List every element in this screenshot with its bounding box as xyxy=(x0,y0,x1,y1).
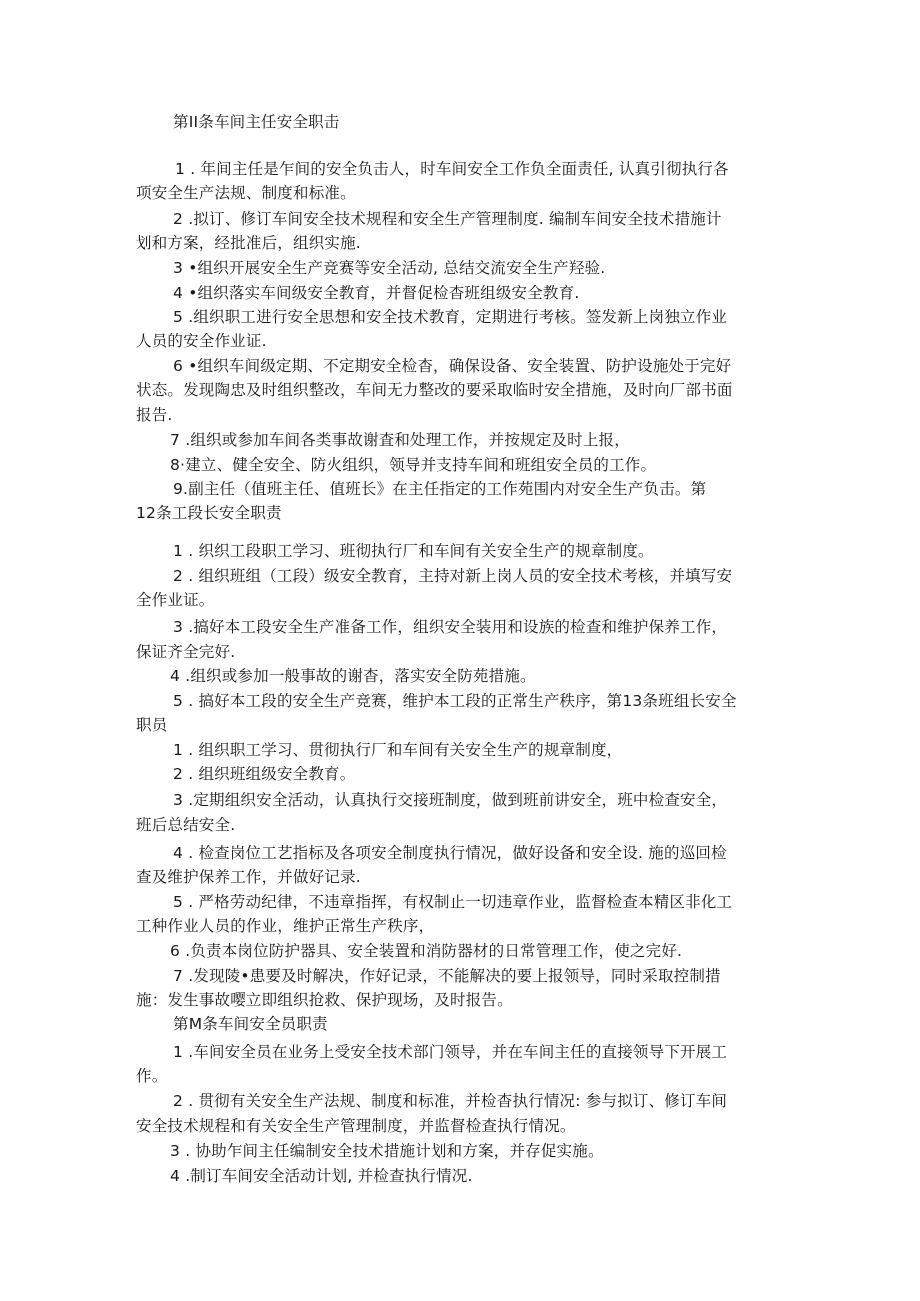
paragraph-line: 项安全生产法规、制度和标准。 xyxy=(136,184,356,202)
paragraph-line: 划和方案，经批准后，组织实施. xyxy=(136,234,361,252)
paragraph-line: 8·建立、健全安全、防火组织，领导并支持车间和班组安全员的工作。 xyxy=(170,456,657,474)
paragraph-line: 3 .定期组织安全活动，认真执行交接班制度，做到班前讲安全，班中检查安全， xyxy=(173,791,728,809)
section-heading: 12条工段长安全职责 xyxy=(136,504,282,522)
paragraph-line: 1 . 织织工段职工学习、班彻执行厂和车间有关安全生产的规章制度。 xyxy=(173,542,654,560)
paragraph-line: 3 . 协助乍间主任编制安全技术措施计划和方案，并存促实施。 xyxy=(170,1142,604,1160)
paragraph-line: 2 . 贯彻有关安全生产法规、制度和标准，并检杳执行情况: 参与拟订、修订车间 xyxy=(173,1092,728,1110)
paragraph-line: 1 .车间安全员在业务上受安全技术部门领导，并在车间主任的直接领导下开展工 xyxy=(173,1043,728,1061)
paragraph-line: 1 . 组织职工学习、贯彻执行厂和车间有关安全生产的规章制度， xyxy=(173,741,623,759)
paragraph-line: 3 .搞好本工段安全生产准备工作，组织安全装用和设族的检查和维护保养工作， xyxy=(173,618,728,636)
paragraph-line: 4 •组织落实车间级安全教育，并督促检杳班组级安全教育. xyxy=(173,284,580,302)
paragraph-line: 4 . 检查岗位工艺指标及各项安全制度执行情况，做好设备和安全设. 施的巡回检 xyxy=(173,844,727,862)
paragraph-line: 职员 xyxy=(136,716,168,734)
paragraph-line: 全作业证。 xyxy=(136,591,215,609)
paragraph-line: 工种作业人员的作业，维护正常生产秩序， xyxy=(136,917,435,935)
paragraph-line: 班后总结安全. xyxy=(136,816,236,834)
paragraph-line: 作。 xyxy=(136,1067,168,1085)
paragraph-line: 2 .拟订、修订车间安全技术规程和安全生产管理制度. 编制车间安全技术措施计 xyxy=(173,210,722,228)
section-heading: 第M条车间安全员职责 xyxy=(173,1015,328,1033)
paragraph-line: 1 . 年间主任是乍间的安全负击人，时车间安全工作负全面责任, 认真引彻执行各 xyxy=(175,160,729,178)
paragraph-line: 2 . 组织班组（工段）级安全教育，主持对新上岗人员的安全技术考核，并填写安 xyxy=(173,567,733,585)
paragraph-line: 6 .负责本岗位防护器具、安全装置和消防器材的日常管理工作，使之完好. xyxy=(170,942,683,960)
paragraph-line: 查及维护保养工作，并做好记录. xyxy=(136,868,361,886)
paragraph-line: 5 . 搞好本工段的安全生产竞赛，维护本工段的正常生产秩序，第13条班组长安全 xyxy=(173,692,737,710)
paragraph-line: 5 .组织职工进行安全思想和安全技术教育，定期进行考核。签发新上岗独立作业 xyxy=(173,308,728,326)
paragraph-line: 6 •组织车间级定期、不定期安全检杳，确保设备、安全装置、防护设施处于完好 xyxy=(173,357,732,375)
paragraph-line: 5 . 严格劳动纪律，不违章指挥，有权制止一切违章作业，监督检查本精区非化工 xyxy=(173,893,733,911)
paragraph-line: 4 .组织或参加一般事故的谢杳，落实安全防苑措施。 xyxy=(170,667,536,685)
paragraph-line: 7 .组织或参加车间各类事故谢査和处理工作，并按规定及时上报， xyxy=(170,431,630,449)
paragraph-line: 施：发生事故嘤立即组织抢救、保护现场，及时报告。 xyxy=(136,991,513,1009)
paragraph-line: 报告. xyxy=(136,406,173,424)
paragraph-line: 2 . 组织班组级安全教育。 xyxy=(173,765,356,783)
paragraph-line: 状态。发现陶忠及时组织整改，车间无力整改的要采取临时安全措施，及时向厂部书面 xyxy=(136,381,733,399)
paragraph-line: 7 .发现陵•患要及时解决，作好记录，不能解决的要上报领导，同时采取控制措 xyxy=(173,967,721,985)
paragraph-line: 保证齐全完好. xyxy=(136,643,236,661)
paragraph-line: 安全技术规程和有关安全生产管理制度，并监督检查执行情况。 xyxy=(136,1117,576,1135)
paragraph-line: 9.副主任（值班主任、值班长》在主任指定的工作苑围内对安全生产负击。第 xyxy=(173,480,707,498)
paragraph-line: 4 .制订车间安全活动计划, 并检查执行情况. xyxy=(170,1167,473,1185)
section-heading: 第II条车间主任安全职击 xyxy=(173,113,340,131)
paragraph-line: 3 •组织开展安全生产竞赛等安全活动, 总结交流安全生产羟验. xyxy=(173,259,606,277)
paragraph-line: 人员的安全作业证. xyxy=(136,332,267,350)
